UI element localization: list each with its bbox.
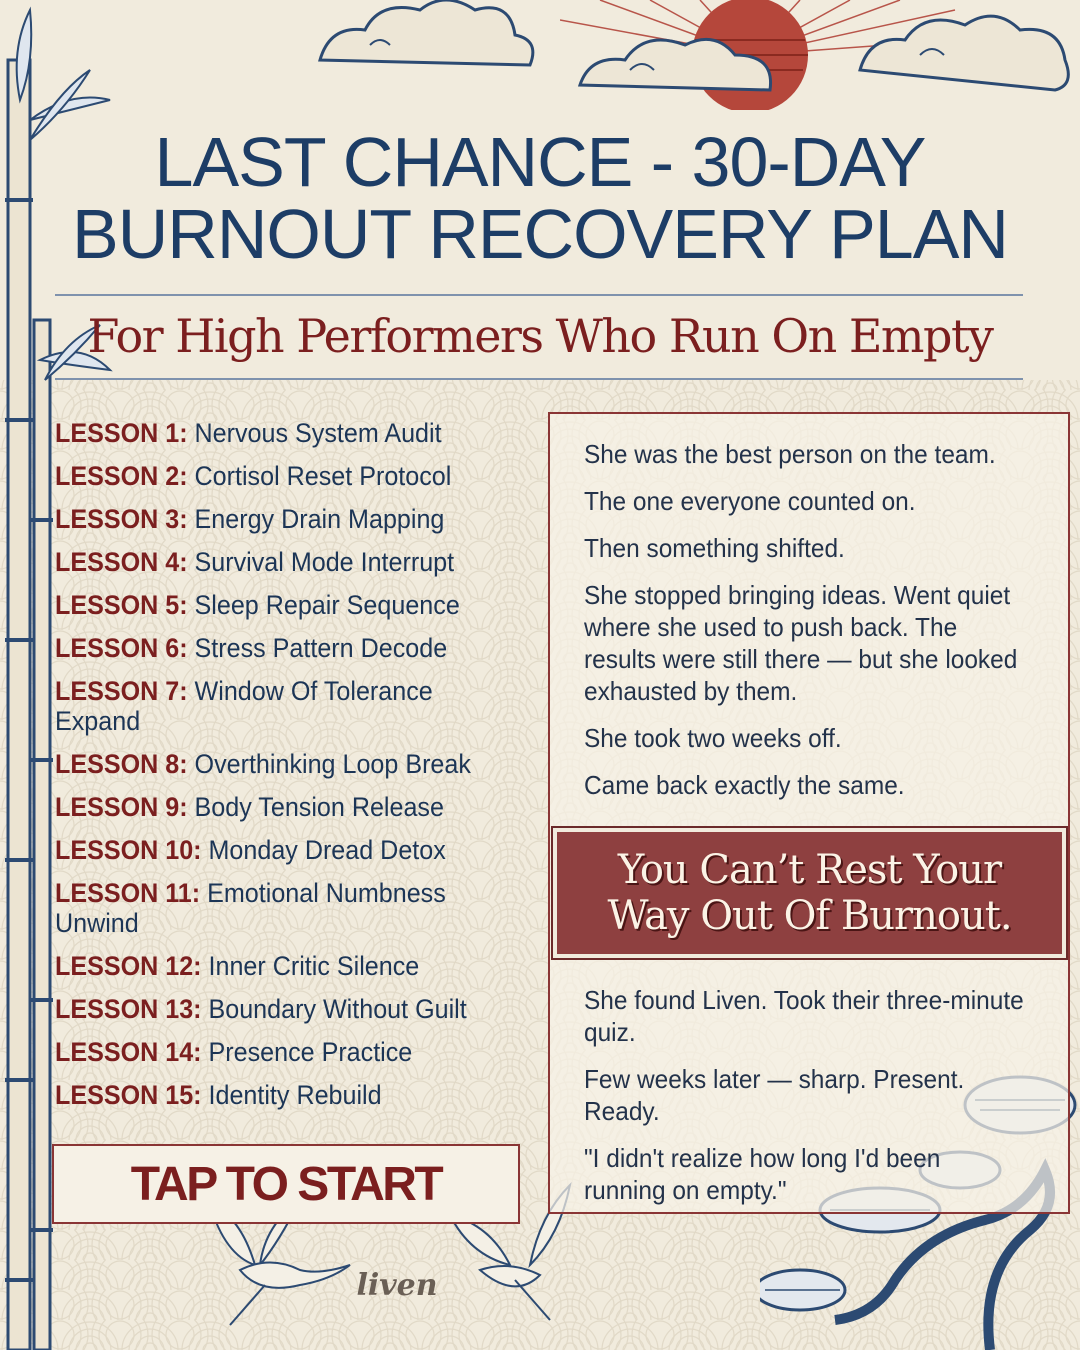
quote-line-2: Way Out Of Burnout.: [607, 893, 1012, 939]
tap-to-start-button[interactable]: [52, 1144, 520, 1224]
story-paragraph: Few weeks later — sharp. Present. Ready.: [584, 1064, 965, 1126]
divider-top: [55, 294, 1023, 296]
story-paragraph: She took two weeks off.: [584, 723, 842, 753]
lesson-item: LESSON 12: Inner Critic Silence: [55, 951, 420, 981]
liven-logo: liven: [356, 1268, 438, 1303]
story-paragraph: Came back exactly the same.: [584, 770, 905, 800]
story-paragraph: The one everyone counted on.: [584, 486, 916, 516]
lesson-item: LESSON 5: Sleep Repair Sequence: [55, 590, 460, 620]
lesson-item: LESSON 3: Energy Drain Mapping: [55, 504, 445, 534]
lesson-item: LESSON 14: Presence Practice: [55, 1037, 413, 1067]
subtitle: For High Performers Who Run On Empty: [87, 309, 993, 363]
lesson-item: LESSON 8: Overthinking Loop Break: [55, 749, 471, 779]
quote-banner: [551, 826, 1068, 960]
story-bottom-text: [584, 984, 1044, 1206]
lesson-item: LESSON 11: Emotional Numbness Unwind: [55, 878, 446, 938]
lesson-item: LESSON 9: Body Tension Release: [55, 792, 444, 822]
lesson-item: LESSON 6: Stress Pattern Decode: [55, 633, 448, 663]
story-paragraph: She found Liven. Took their three-minute quiz.: [584, 985, 1024, 1047]
lesson-item: LESSON 7: Window Of Tolerance Expand: [55, 676, 433, 736]
lesson-list: [55, 418, 525, 1123]
lesson-item: LESSON 13: Boundary Without Guilt: [55, 994, 467, 1024]
tap-to-start-label: TAP TO START: [130, 1157, 442, 1211]
lesson-item: LESSON 10: Monday Dread Detox: [55, 835, 446, 865]
quote-line-1: You Can’t Rest Your: [617, 847, 1002, 893]
lesson-item: LESSON 2: Cortisol Reset Protocol: [55, 461, 452, 491]
lesson-item: LESSON 1: Nervous System Audit: [55, 418, 442, 448]
story-paragraph: She stopped bringing ideas. Went quiet where she used to push back. The results were still there — but she looked exhausted by them.: [584, 580, 1018, 706]
story-paragraph: She was the best person on the team.: [584, 439, 996, 469]
headline: [30, 123, 1050, 273]
lesson-item: LESSON 15: Identity Rebuild: [55, 1080, 382, 1110]
lesson-item: LESSON 4: Survival Mode Interrupt: [55, 547, 455, 577]
story-paragraph: "I didn't realize how long I'd been running on empty.": [584, 1143, 941, 1205]
story-top-text: [584, 438, 1044, 801]
story-paragraph: Then something shifted.: [584, 533, 845, 563]
divider-bottom: [55, 378, 1023, 380]
headline-line-2: BURNOUT RECOVERY PLAN: [72, 195, 1008, 273]
headline-line-1: LAST CHANCE - 30-DAY: [154, 123, 926, 201]
cloud-illustration: [300, 0, 1080, 120]
